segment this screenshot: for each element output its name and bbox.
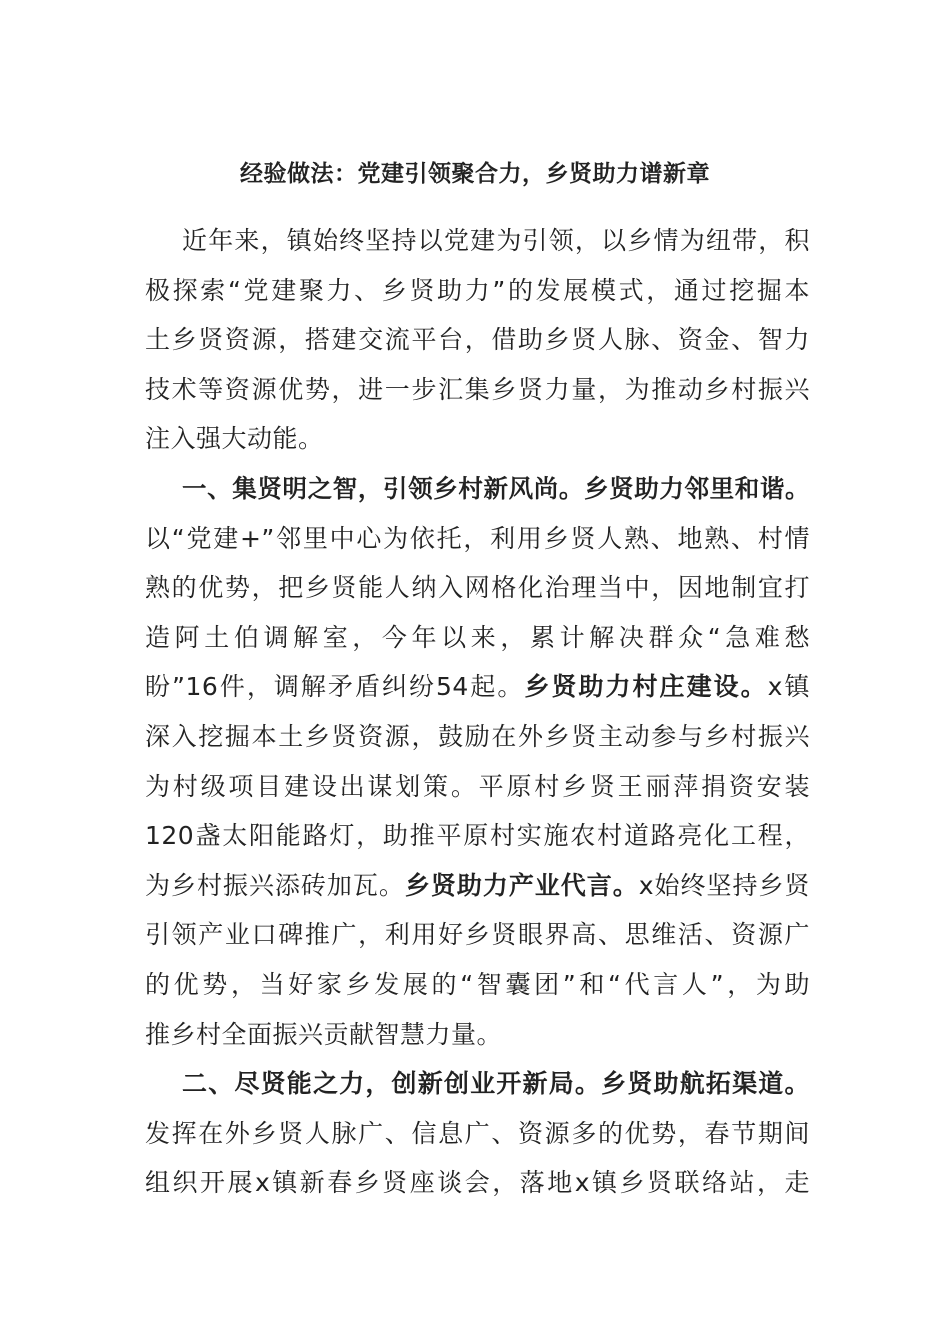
document-title: 经验做法：党建引领聚合力，乡贤助力谱新章 (240, 161, 710, 187)
text-line (145, 762, 810, 812)
document-body (145, 216, 810, 1208)
section-heading-line (145, 464, 810, 514)
text-segment: 深入挖掘本土乡贤资源，鼓励在外乡贤主动参与乡村振兴 (145, 721, 810, 751)
text-segment: 熟的优势，把乡贤能人纳入网格化治理当中，因地制宜打 (145, 573, 810, 603)
text-segment: 近年来，镇始终坚持以党建为引领，以乡情为纽带，积 (182, 226, 810, 255)
text-segment: 为乡村振兴添砖加瓦。 (145, 870, 405, 900)
text-segment: 引领产业口碑推广，利用好乡贤眼界高、思维活、资源广 (145, 920, 810, 950)
text-line (145, 960, 810, 1010)
text-line (145, 414, 810, 464)
text-segment: 盼”16件，调解矛盾纠纷54起。 (145, 672, 525, 702)
text-line (145, 861, 810, 911)
text-line (145, 1158, 810, 1208)
text-line (145, 514, 810, 564)
text-line (145, 910, 810, 960)
text-segment: 推乡村全面振兴贡献智慧力量。 (145, 1019, 503, 1049)
section-heading: 一、集贤明之智，引领乡村新风尚。乡贤助力邻里和谐。 (182, 473, 810, 503)
text-segment: 的优势，当好家乡发展的“智囊团”和“代言人”，为助 (145, 969, 810, 999)
text-line (145, 216, 810, 266)
text-line (145, 315, 810, 365)
text-line (145, 1010, 810, 1060)
text-segment: 组织开展x镇新春乡贤座谈会，落地x镇乡贤联络站，走 (145, 1168, 810, 1198)
text-segment: 造阿土伯调解室，今年以来，累计解决群众“急难愁 (145, 622, 810, 652)
text-line (145, 563, 810, 613)
text-line (145, 712, 810, 762)
text-line (145, 662, 810, 712)
text-line (145, 1109, 810, 1159)
text-segment: 以“党建+”邻里中心为依托，利用乡贤人熟、地熟、村情 (145, 523, 810, 553)
text-segment: 土乡贤资源，搭建交流平台，借助乡贤人脉、资金、智力 (145, 325, 810, 355)
text-segment: 技术等资源优势，进一步汇集乡贤力量，为推动乡村振兴 (145, 374, 810, 404)
text-segment: x始终坚持乡贤 (638, 870, 810, 900)
section-heading-line (145, 1059, 810, 1109)
text-line (145, 811, 810, 861)
section-heading: 二、尽贤能之力，创新创业开新局。乡贤助航拓渠道。 (182, 1069, 810, 1099)
text-segment: 发挥在外乡贤人脉广、信息广、资源多的优势，春节期间 (145, 1118, 810, 1148)
text-segment: 注入强大动能。 (145, 424, 324, 454)
text-segment: x镇 (767, 672, 810, 702)
subheading-bold: 乡贤助力村庄建设。 (524, 672, 768, 702)
subheading-bold: 乡贤助力产业代言。 (404, 870, 639, 900)
text-line (145, 266, 810, 316)
text-line (145, 365, 810, 415)
text-segment: 为村级项目建设出谋划策。平原村乡贤王丽萍捐资安装 (145, 771, 810, 801)
text-segment: 120盏太阳能路灯，助推平原村实施农村道路亮化工程， (145, 821, 810, 851)
text-line (145, 613, 810, 663)
text-segment: 极探索“党建聚力、乡贤助力”的发展模式，通过挖掘本 (145, 275, 810, 305)
